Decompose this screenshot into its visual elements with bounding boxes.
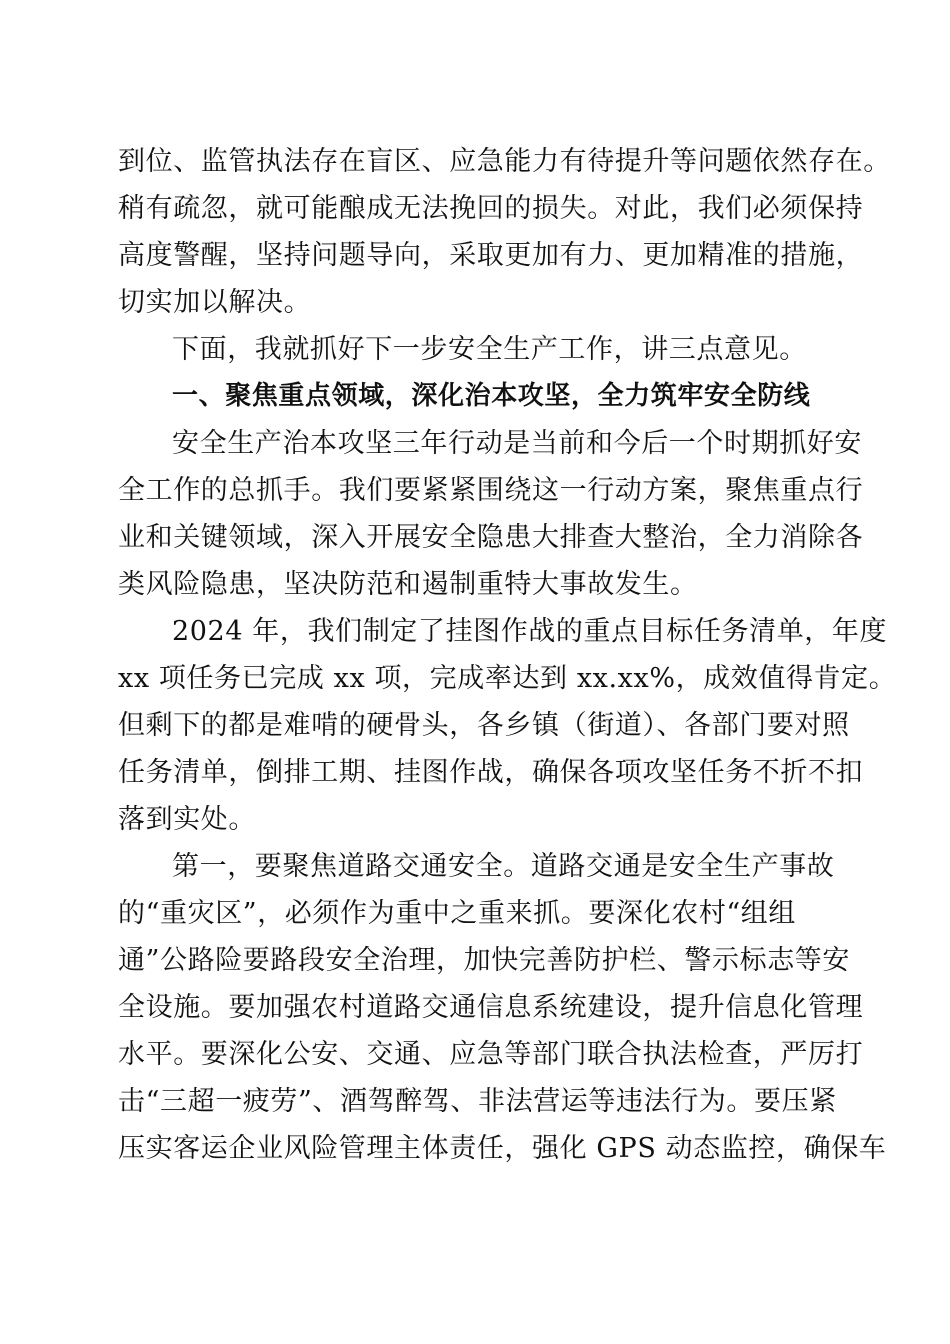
- paragraph-line: 安全生产治本攻坚三年行动是当前和今后一个时期抓好安: [172, 428, 862, 459]
- paragraph-line: 但剩下的都是难啃的硬骨头，各乡镇（街道）、各部门要对照: [118, 710, 850, 741]
- paragraph-line: 的“重灾区”，必须作为重中之重来抓。要深化农村“组组: [118, 898, 797, 929]
- paragraph-line: 下面，我就抓好下一步安全生产工作，讲三点意见。: [172, 334, 807, 365]
- paragraph-line: xx 项任务已完成 xx 项，完成率达到 xx.xx%，成效值得肯定。: [118, 663, 897, 694]
- paragraph-line: 击“三超一疲劳”、酒驾醉驾、非法营运等违法行为。要压紧: [118, 1086, 837, 1117]
- paragraph-line: 通”公路险要路段安全治理，加快完善防护栏、警示标志等安: [118, 945, 851, 976]
- paragraph-line: 任务清单，倒排工期、挂图作战，确保各项攻坚任务不折不扣: [118, 757, 864, 788]
- paragraph-line: 压实客运企业风险管理主体责任，强化 GPS 动态监控，确保车: [118, 1133, 887, 1164]
- paragraph-line: 到位、监管执法存在盲区、应急能力有待提升等问题依然存在。: [118, 146, 891, 177]
- paragraph-line: 第一，要聚焦道路交通安全。道路交通是安全生产事故: [172, 851, 835, 882]
- paragraph-line: 2024 年，我们制定了挂图作战的重点目标任务清单，年度: [172, 616, 888, 647]
- paragraph-line: 水平。要深化公安、交通、应急等部门联合执法检查，严厉打: [118, 1039, 864, 1070]
- paragraph-line: 全设施。要加强农村道路交通信息系统建设，提升信息化管理: [118, 992, 864, 1023]
- paragraph-line: 高度警醒，坚持问题导向，采取更加有力、更加精准的措施，: [118, 240, 864, 271]
- paragraph-line: 类风险隐患，坚决防范和遏制重特大事故发生。: [118, 569, 698, 600]
- paragraph-line: 稍有疏忽，就可能酿成无法挽回的损失。对此，我们必须保持: [118, 193, 864, 224]
- paragraph-line: 落到实处。: [118, 804, 256, 835]
- paragraph-line: 业和关键领域，深入开展安全隐患大排查大整治，全力消除各: [118, 522, 864, 553]
- section-heading: 一、聚焦重点领域，深化治本攻坚，全力筑牢安全防线: [172, 381, 811, 411]
- paragraph-line: 全工作的总抓手。我们要紧紧围绕这一行动方案，聚焦重点行: [118, 475, 864, 506]
- paragraph-line: 切实加以解决。: [118, 287, 312, 318]
- document-page: [118, 138, 897, 1172]
